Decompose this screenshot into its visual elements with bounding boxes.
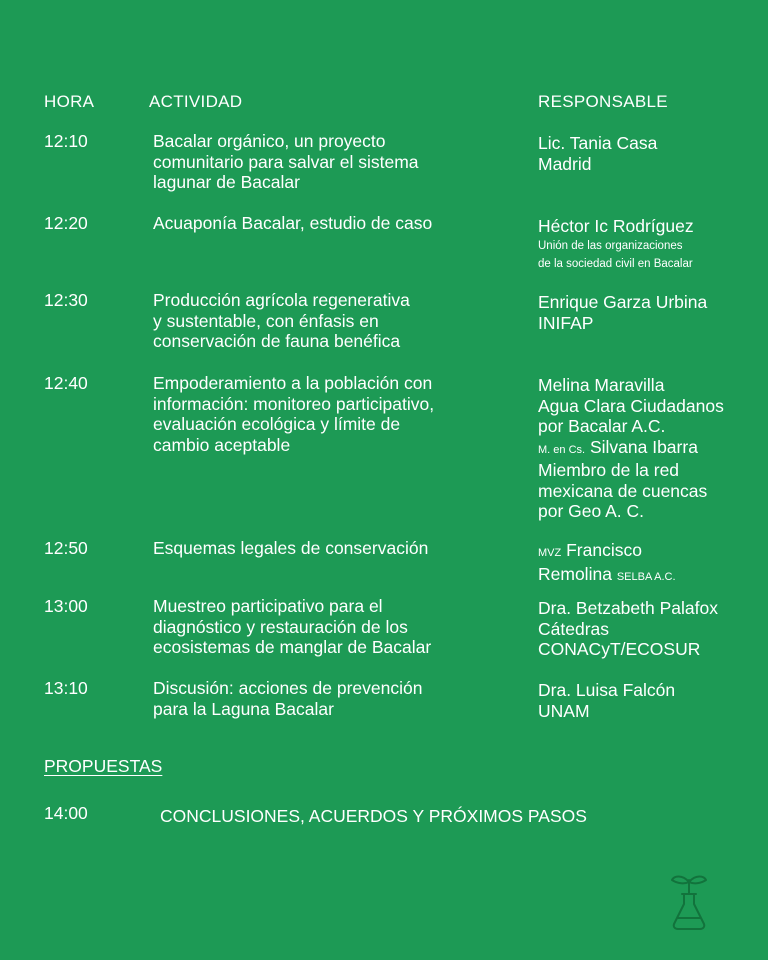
row-responsible: Héctor Ic Rodríguez Unión de las organizaciones de la sociedad civil en Bacalar (538, 216, 694, 270)
row-activity: Discusión: acciones de prevención para la Laguna Bacalar (153, 678, 423, 719)
column-header-responsible: RESPONSABLE (538, 92, 668, 111)
row-time: 13:10 (44, 678, 88, 698)
row-time: 12:10 (44, 131, 88, 151)
row-responsible: Dra. Luisa Falcón UNAM (538, 680, 676, 721)
row-responsible: Lic. Tania Casa Madrid (538, 133, 658, 174)
row-activity: Empoderamiento a la población con información: monitoreo participativo, evaluación ecológica y límite de cambio aceptable (153, 373, 435, 455)
row-responsible: MVZ Francisco Remolina SELBA A.C. (538, 540, 676, 584)
proposals-time: 14:00 (44, 803, 88, 823)
column-header-time: HORA (44, 92, 95, 111)
row-time: 13:00 (44, 596, 88, 616)
row-responsible: Enrique Garza Urbina INIFAP (538, 292, 708, 333)
column-header-activity: ACTIVIDAD (149, 92, 243, 111)
proposals-text: CONCLUSIONES, ACUERDOS Y PRÓXIMOS PASOS (160, 806, 587, 826)
row-responsible: Dra. Betzabeth Palafox Cátedras CONACyT/ECOSUR (538, 598, 718, 659)
row-activity: Producción agrícola regenerativa y sustentable, con énfasis en conservación de fauna benéfica (153, 290, 410, 351)
row-time: 12:50 (44, 538, 88, 558)
row-activity: Esquemas legales de conservación (153, 538, 429, 558)
row-responsible: Melina Maravilla Agua Clara Ciudadanos por Bacalar A.C. M. en Cs. Silvana Ibarra Miembro de la red mexicana de cuencas por Geo A. C. (538, 375, 724, 521)
sprout-flask-icon (668, 870, 710, 932)
row-activity: Bacalar orgánico, un proyecto comunitario para salvar el sistema lagunar de Bacalar (153, 131, 419, 192)
row-activity: Acuaponía Bacalar, estudio de caso (153, 213, 433, 233)
row-activity: Muestreo participativo para el diagnóstico y restauración de los ecosistemas de manglar de Bacalar (153, 596, 432, 657)
row-time: 12:20 (44, 213, 88, 233)
row-time: 12:30 (44, 290, 88, 310)
row-time: 12:40 (44, 373, 88, 393)
proposals-heading: PROPUESTAS (44, 756, 163, 776)
